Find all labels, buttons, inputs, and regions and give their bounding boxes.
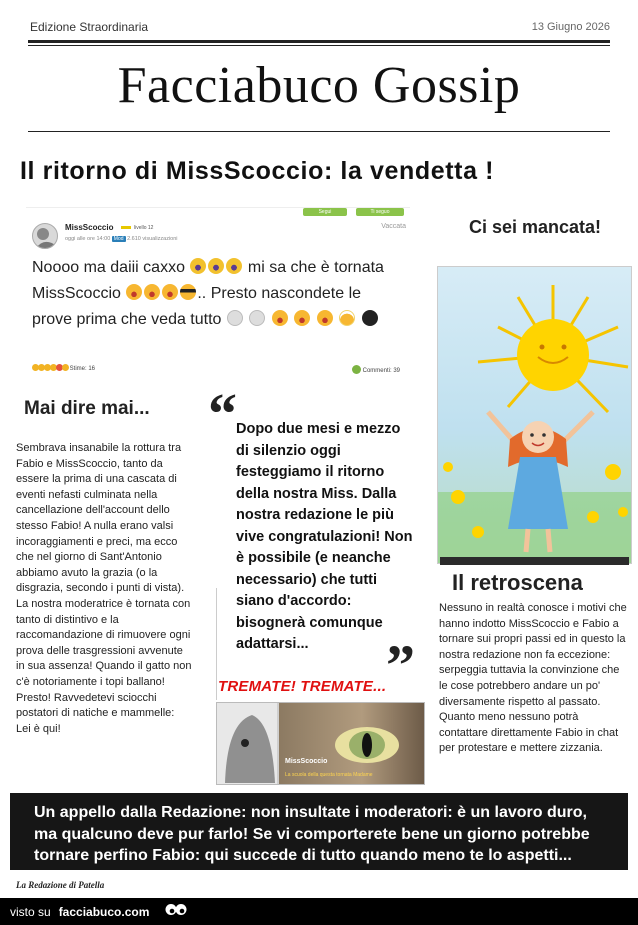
post-meta xyxy=(65,236,178,242)
mod-badge: Mod xyxy=(113,236,124,242)
photo-caption-sub: La scuola della questa tornata Madame xyxy=(285,772,373,778)
headline: Il ritorno di MissScoccio: la vendetta ! xyxy=(20,157,495,185)
open-quote-mark: “ xyxy=(208,381,237,446)
reaction-count: Stime: 16 xyxy=(69,366,96,372)
skull-emoji-icon xyxy=(227,310,243,326)
newspaper-title: Facciabuco Gossip xyxy=(117,57,521,114)
right-article-body: Nessuno in realtà conosce i motivi che hanno indotto MissScoccio e Fabio a tornare sui propri passi ed in questo la nostra redazione non fa eccezione: serpeggia tuttavia la convinzione che le cose potrebbero andare un po' diversamente rispetto al passato. Quanto meno nessuno potrà contattare direttamente Fabio in chat per protestare e mettere zizzania. xyxy=(439,602,627,755)
issue-date: 13 Giugno 2026 xyxy=(531,21,610,33)
footer-site-link[interactable]: facciabuco.com xyxy=(58,905,150,919)
title-rule xyxy=(28,131,610,132)
smile-emoji-icon xyxy=(294,310,310,326)
editorial-signature: La Redazione di Patella xyxy=(16,880,105,890)
post-card xyxy=(26,207,410,385)
right-article-heading: Il retroscena xyxy=(452,570,583,595)
level-bar xyxy=(121,226,131,229)
scream-emoji-icon xyxy=(190,258,206,274)
quote-divider xyxy=(216,588,217,700)
avatar[interactable] xyxy=(32,223,58,249)
editorial-appeal: Un appello dalla Redazione: non insultate i moderatori: è un lavoro duro, ma qualcuno deve pur farlo! Se vi comporterete bene un giorno potrebbe tornare perfino Fabio: qui succede di tutto quando meno te lo aspetti... xyxy=(34,804,590,864)
comment-icon xyxy=(352,365,361,374)
photo-caption-name: MissScoccio xyxy=(285,758,328,765)
footer-credit[interactable] xyxy=(10,905,149,919)
sidebar-heading: Ci sei mancata! xyxy=(468,217,602,237)
post-time: oggi alle ore 14:00 xyxy=(65,236,111,242)
post-category[interactable]: Vaccata xyxy=(381,223,406,230)
smile-emoji-icon xyxy=(317,310,333,326)
close-quote-mark: ” xyxy=(386,633,415,698)
comments-link[interactable] xyxy=(352,365,400,374)
smile-emoji-icon xyxy=(272,310,288,326)
cool-emoji-icon xyxy=(180,284,196,300)
post-text-part2: mi sa che è tornata MissScoccio xyxy=(32,259,384,302)
post-text xyxy=(32,255,404,333)
author-level: livello 12 xyxy=(134,225,154,231)
left-article-body: Sembrava insanabile la rottura tra Fabio e MissScoccio, tanto da essere la prima di una cascata di eventi nefasti culminata nella cancellazione dell'account dello stesso Fabio! A nulla erano valsi incoraggiamenti e preci, ma ecco che nel giorno di Sant'Antonio abbiamo avuto la grazia (o la disgrazia, secondo i punti di vista). La nostra moderatrice è tornata con tanto di distintivo e la raccomandazione di rimuovere ogni prova delle trasgressioni avvenute in sua assenza! Quando il gatto non c'è notoriamente i topi ballano! Presto! Ravvedetevi sciocchi postatori di natiche e mammelle: Lei è qui! xyxy=(16,442,192,735)
smile-emoji-icon xyxy=(126,284,142,300)
scream-emoji-icon xyxy=(226,258,242,274)
follow-button[interactable]: Segui xyxy=(303,208,347,216)
left-article-heading: Mai dire mai... xyxy=(24,398,150,419)
smile-emoji-icon xyxy=(144,284,160,300)
shout-caption: TREMATE! TREMATE... xyxy=(218,678,387,695)
image-credit-strip xyxy=(440,557,629,565)
smile-emoji-icon xyxy=(162,284,178,300)
scream-emoji-icon xyxy=(208,258,224,274)
top-rule-thin xyxy=(28,45,610,46)
pull-quote: Dopo due mesi e mezzo di silenzio oggi festeggiamo il ritorno della nostra Miss. Dalla nostra redazione le più vive congratulazioni! Non è possibile (e neanche necessario) che tutti siano d'accordo: bisognerà comunque adattarsi... xyxy=(236,421,413,652)
bomb-emoji-icon xyxy=(362,310,378,326)
post-text-part3: .. Presto nascondete le prove prima che veda tutto xyxy=(32,285,362,328)
skull-emoji-icon xyxy=(249,310,265,326)
post-text-part1: Noooo ma daiii caxxo xyxy=(32,259,185,276)
comment-count: Commenti: 39 xyxy=(362,368,400,374)
post-author[interactable]: MissScoccio xyxy=(65,223,114,232)
angel-emoji-icon xyxy=(339,310,355,326)
post-views: 2.610 visualizzazioni xyxy=(127,236,178,242)
footer-prefix: visto su xyxy=(10,905,51,919)
edition-label: Edizione Straordinaria xyxy=(30,20,149,34)
child-sun-illustration xyxy=(437,266,632,564)
following-button[interactable]: Ti seguo xyxy=(356,208,404,216)
reactions[interactable] xyxy=(32,364,95,372)
reaction-emoji-icon xyxy=(62,364,69,371)
googly-eyes-logo-icon xyxy=(165,903,187,916)
top-rule xyxy=(28,40,610,43)
